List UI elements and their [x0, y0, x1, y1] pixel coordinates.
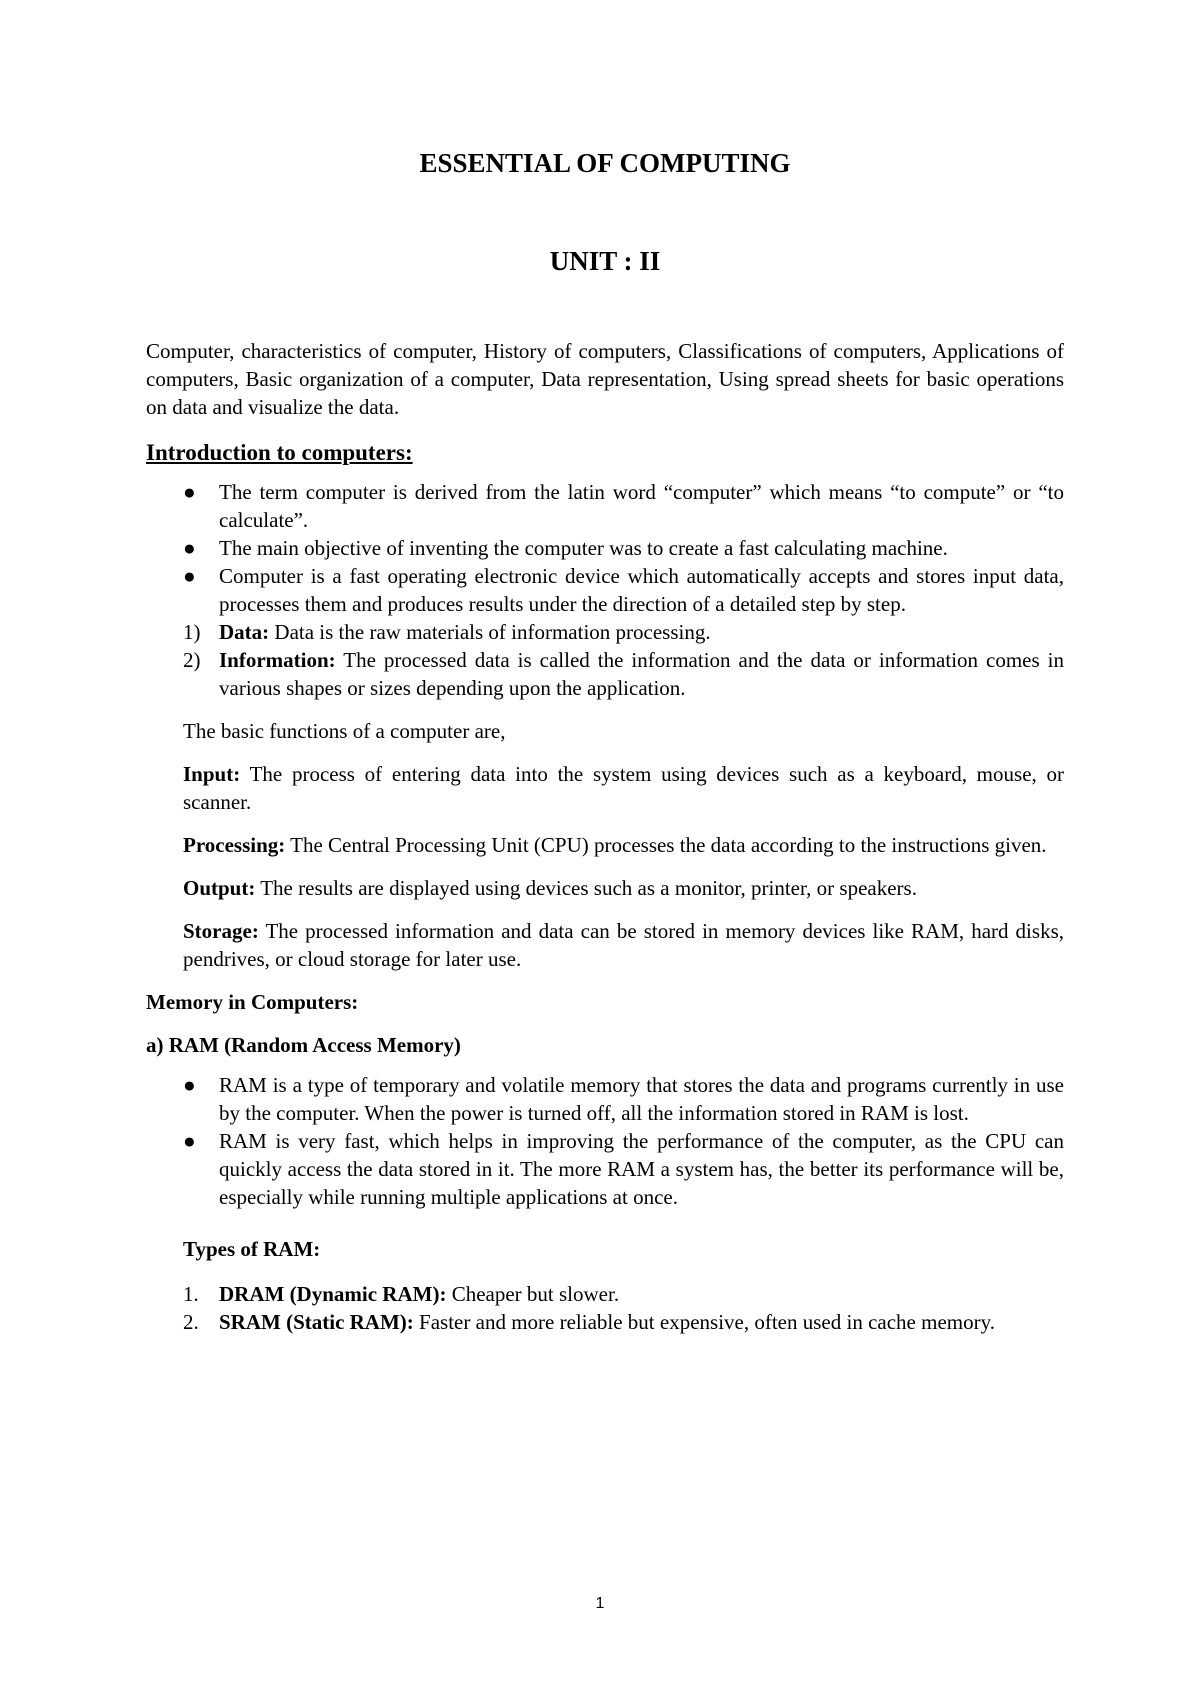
list-item [146, 618, 1064, 646]
intro-bullet-list [146, 478, 1064, 618]
bullet-icon: ● [183, 1129, 196, 1153]
bullet-icon: ● [183, 1073, 196, 1097]
bullet-text: RAM is a type of temporary and volatile memory that stores the data and programs currently in use by the computer. When the power is turned off, all the information stored in RAM is lost. [219, 1073, 1064, 1125]
memory-heading: Memory in Computers: [146, 990, 359, 1014]
function-text: The process of entering data into the system using devices such as a keyboard, mouse, or scanner. [183, 762, 1064, 814]
ram-types-list [146, 1280, 1064, 1336]
item-text: Cheaper but slower. [446, 1282, 620, 1306]
function-text: The processed information and data can be stored in memory devices like RAM, hard disks, pendrives, or cloud storage for later use. [183, 919, 1064, 971]
list-item [146, 1127, 1064, 1211]
bullet-text: Computer is a fast operating electronic device which automatically accepts and stores input data, processes them and produces results under the direction of a detailed step by step. [219, 564, 1064, 616]
page-number: 1 [595, 1595, 605, 1612]
item-number: 1. [183, 1282, 199, 1306]
function-input [146, 760, 1064, 816]
item-term: Data: [219, 620, 270, 644]
function-term: Processing: [183, 833, 286, 857]
function-term: Input: [183, 762, 241, 786]
list-item [146, 1308, 1064, 1336]
item-text: Data is the raw materials of information processing. [269, 620, 711, 644]
function-storage [146, 917, 1064, 973]
item-term: SRAM (Static RAM): [219, 1310, 414, 1334]
function-term: Output: [183, 876, 256, 900]
bullet-icon: ● [183, 564, 196, 588]
bullet-text: The term computer is derived from the latin word “computer” which means “to compute” or “to calculate”. [219, 480, 1064, 532]
functions-lead: The basic functions of a computer are, [183, 719, 506, 743]
bullet-text: The main objective of inventing the computer was to create a fast calculating machine. [219, 536, 948, 560]
item-term: Information: [219, 648, 336, 672]
bullet-icon: ● [183, 480, 196, 504]
item-number: 2. [183, 1310, 199, 1334]
bullet-icon: ● [183, 536, 196, 560]
bullet-text: RAM is very fast, which helps in improving the performance of the computer, as the CPU can quickly access the data stored in it. The more RAM a system has, the better its performance will be, especially while running multiple applications at once. [219, 1129, 1064, 1209]
intro-numbered-list [146, 618, 1064, 702]
page-content [146, 146, 1064, 1336]
function-processing [146, 831, 1064, 859]
list-item [146, 1071, 1064, 1127]
list-item [146, 478, 1064, 534]
item-number: 2) [183, 648, 201, 672]
function-term: Storage: [183, 919, 259, 943]
syllabus-paragraph: Computer, characteristics of computer, History of computers, Classifications of computers, Applications of computers, Basic organization of a computer, Data representation, Using spread sheets for basic operations on data and visualize the data. [146, 339, 1064, 419]
item-term: DRAM (Dynamic RAM): [219, 1282, 447, 1306]
unit-heading: UNIT : II [549, 246, 661, 276]
ram-bullet-list [146, 1071, 1064, 1211]
function-text: The results are displayed using devices such as a monitor, printer, or speakers. [255, 876, 917, 900]
item-number: 1) [183, 620, 201, 644]
list-item [146, 534, 1064, 562]
intro-heading: Introduction to computers: [146, 440, 413, 465]
types-of-ram-heading: Types of RAM: [183, 1237, 321, 1261]
item-text: Faster and more reliable but expensive, often used in cache memory. [413, 1310, 995, 1334]
function-text: The Central Processing Unit (CPU) processes the data according to the instructions given. [285, 833, 1047, 857]
list-item [146, 646, 1064, 702]
function-output [146, 874, 1064, 902]
list-item [146, 562, 1064, 618]
list-item [146, 1280, 1064, 1308]
item-text: The processed data is called the information and the data or information comes in various shapes or sizes depending upon the application. [219, 648, 1064, 700]
document-title: ESSENTIAL OF COMPUTING [419, 148, 791, 178]
ram-heading: a) RAM (Random Access Memory) [146, 1033, 461, 1057]
